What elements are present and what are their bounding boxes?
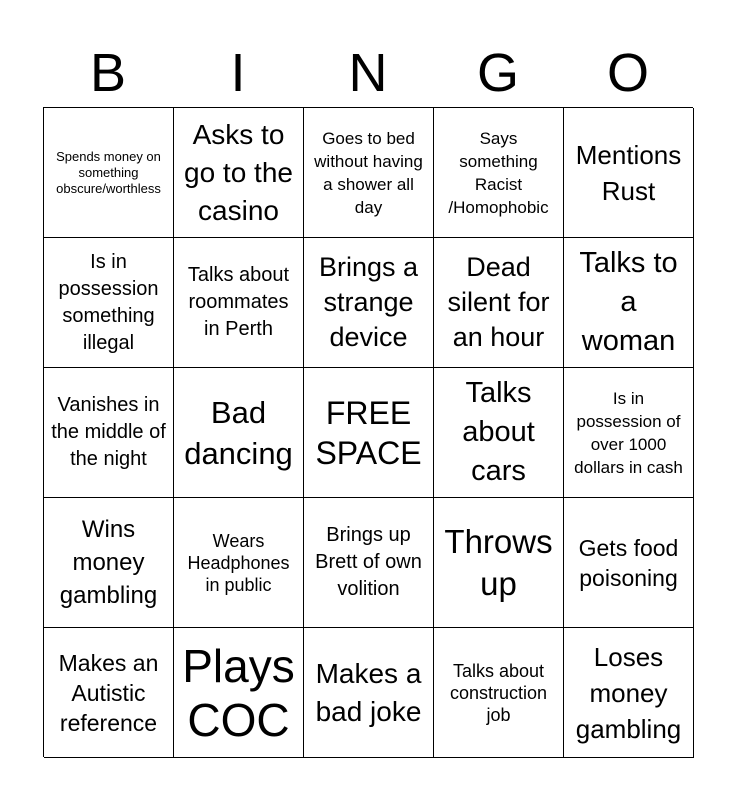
cell-text: Talks about roommates in Perth — [187, 264, 290, 340]
header-letter-i: I — [230, 43, 246, 103]
cell-text: Talks about cars — [462, 377, 535, 487]
header-letter-o: O — [606, 43, 649, 103]
bingo-cell-r5c4[interactable] — [434, 628, 564, 758]
cell-text: Asks to go to the casino — [184, 118, 293, 226]
cell-text: Is in possession of over 1000 dollars in cash — [574, 388, 683, 477]
bingo-cell-r3c2[interactable] — [174, 368, 304, 498]
cell-text: Talks to a woman — [579, 247, 678, 357]
cell-text: FREE SPACE — [315, 394, 422, 471]
bingo-cell-r3c5[interactable] — [564, 368, 694, 498]
bingo-cell-r2c2[interactable] — [174, 238, 304, 368]
cell-text: Wins money gambling — [59, 516, 158, 609]
bingo-cell-r4c2[interactable] — [174, 498, 304, 628]
bingo-cell-r2c3[interactable] — [304, 238, 434, 368]
bingo-cell-r3c1[interactable] — [44, 368, 174, 498]
bingo-header — [43, 38, 693, 108]
bingo-cell-r4c4[interactable] — [434, 498, 564, 628]
cell-text: Is in possession something illegal — [58, 250, 159, 354]
bingo-cell-r1c2[interactable] — [174, 108, 304, 238]
cell-text: Bad dancing — [184, 394, 293, 471]
bingo-cell-r1c4[interactable] — [434, 108, 564, 238]
cell-text: Goes to bed without having a shower all day — [314, 128, 423, 217]
cell-text: Talks about construction job — [449, 660, 548, 725]
cell-text: Brings up Brett of own volition — [315, 524, 422, 600]
bingo-cell-r2c1[interactable] — [44, 238, 174, 368]
header-letter-g: G — [476, 43, 519, 103]
bingo-cell-r5c3[interactable] — [304, 628, 434, 758]
cell-text: Makes an Autistic reference — [58, 649, 159, 736]
bingo-cell-r4c3[interactable] — [304, 498, 434, 628]
bingo-cell-r2c5[interactable] — [564, 238, 694, 368]
cell-text: Dead silent for an hour — [447, 252, 550, 352]
bingo-cell-r1c5[interactable] — [564, 108, 694, 238]
bingo-cell-r4c5[interactable] — [564, 498, 694, 628]
bingo-cell-r3c4[interactable] — [434, 368, 564, 498]
header-letter-n: N — [348, 43, 388, 103]
bingo-cell-r1c1[interactable] — [44, 108, 174, 238]
cell-text: Wears Headphones in public — [187, 530, 290, 595]
bingo-cell-r5c2[interactable] — [174, 628, 304, 758]
bingo-cell-r5c5[interactable] — [564, 628, 694, 758]
header-letter-b: B — [89, 43, 127, 103]
cell-text: Gets food poisoning — [578, 534, 679, 591]
cell-text: Makes a bad joke — [315, 657, 422, 727]
cell-text: Vanishes in the middle of the night — [51, 394, 166, 470]
cell-text: Plays COC — [182, 639, 295, 746]
cell-text: Says something Racist /Homophobic — [448, 128, 549, 217]
bingo-board — [43, 107, 693, 757]
cell-text: Throws up — [444, 522, 553, 602]
cell-text: Spends money on something obscure/worthless — [56, 148, 161, 196]
bingo-cell-r1c3[interactable] — [304, 108, 434, 238]
cell-text: Brings a strange device — [318, 252, 419, 352]
cell-text: Loses money gambling — [575, 641, 682, 744]
bingo-cell-r5c1[interactable] — [44, 628, 174, 758]
cell-text: Mentions Rust — [575, 139, 682, 206]
bingo-cell-r2c4[interactable] — [434, 238, 564, 368]
free-space-cell[interactable] — [304, 368, 434, 498]
bingo-cell-r4c1[interactable] — [44, 498, 174, 628]
